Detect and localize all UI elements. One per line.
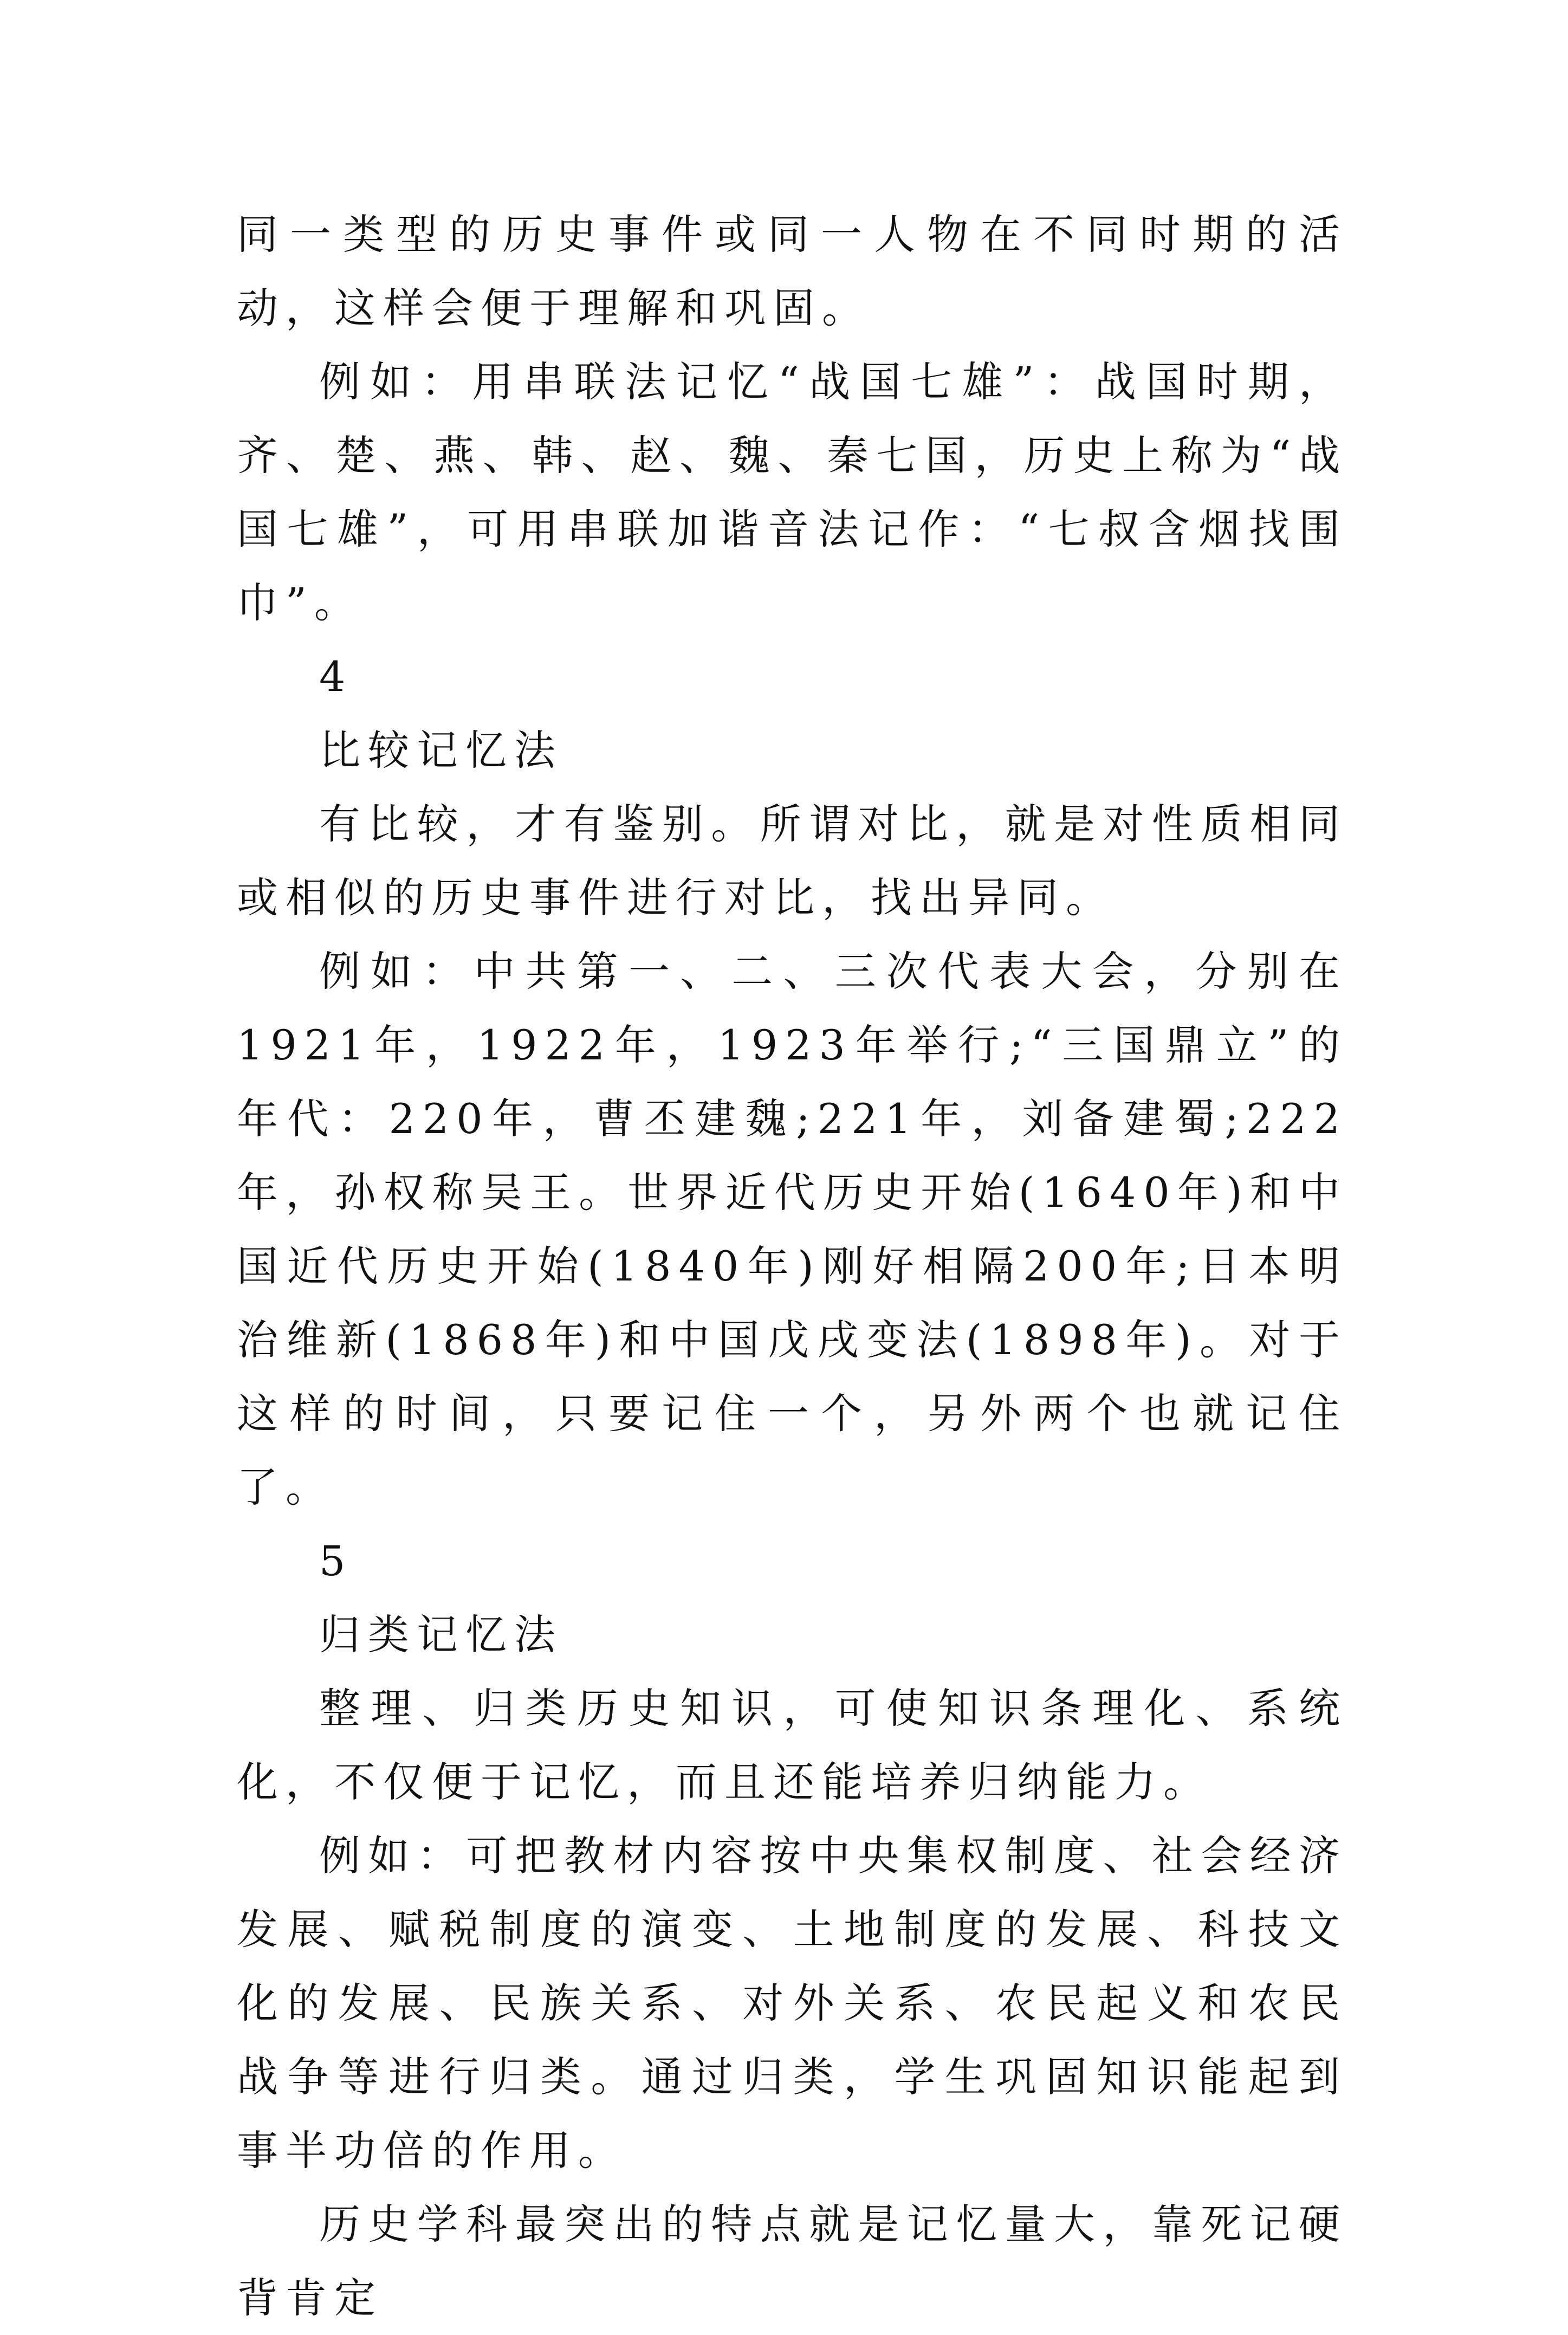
section-title-comparison-memory: 比较记忆法: [319, 726, 563, 774]
paragraph-comparison-example: 例如：中共第一、二、三次代表大会，分别在1921年，1922年，1923年举行;“三国鼎立”的年代：220年，曹丕建魏;221年，刘备建蜀;222年，孙权称吴王。世界近代历史开始(1640年)和中国近代历史开始(1840年)刚好相隔200年;日本明治维新(1868年)和中国戊戌变法(1898年)。对于这样的时间，只要记住一个，另外两个也就记住了。: [237, 947, 1347, 1511]
paragraph-continuation: 同一类型的历史事件或同一人物在不同时期的活动，这样会便于理解和巩固。: [237, 210, 1347, 332]
paragraph-example-warring-states: 例如：用串联法记忆“战国七雄”：战国时期，齐、楚、燕、韩、赵、魏、秦七国，历史上称为“战国七雄”，可用串联加谐音法记作：“七叔含烟找围巾”。: [237, 358, 1347, 627]
paragraph-classification-intro: 整理、归类历史知识，可使知识条理化、系统化，不仅便于记忆，而且还能培养归纳能力。: [237, 1684, 1347, 1806]
document-body: [237, 198, 1347, 2335]
paragraph-comparison-intro: 有比较，才有鉴别。所谓对比，就是对性质相同或相似的历史事件进行对比，找出异同。: [237, 800, 1347, 922]
section-number-5: 5: [319, 1537, 353, 1585]
section-title-classification-memory: 归类记忆法: [319, 1610, 563, 1659]
paragraph-classification-example: 例如：可把教材内容按中央集权制度、社会经济发展、赋税制度的演变、土地制度的发展、科技文化的发展、民族关系、对外关系、农民起义和农民战争等进行归类。通过归类，学生巩固知识能起到事半功倍的作用。: [237, 1832, 1347, 2175]
paragraph-history-subject-feature: 历史学科最突出的特点就是记忆量大，靠死记硬背肯定: [237, 2200, 1347, 2322]
section-number-4: 4: [319, 652, 353, 701]
